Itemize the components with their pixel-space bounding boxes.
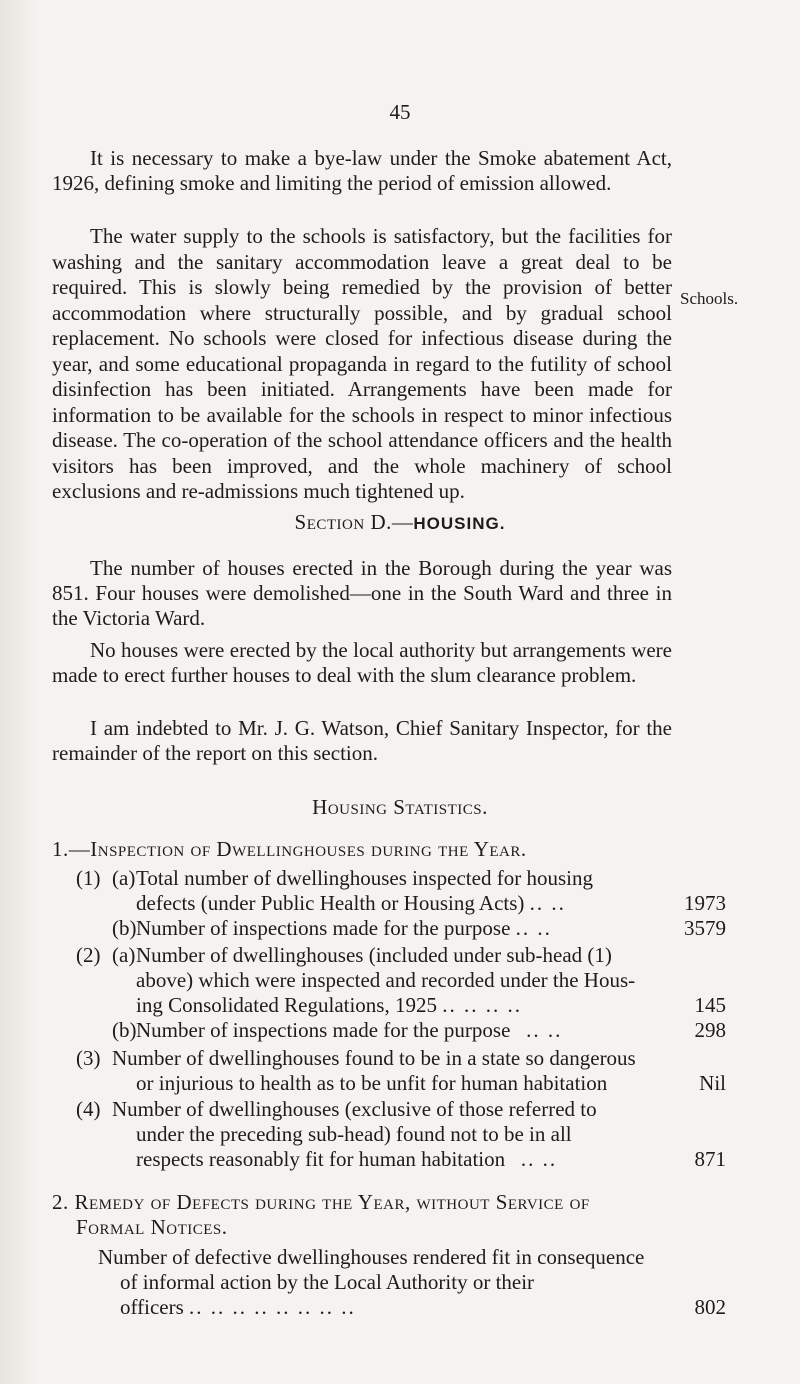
item-number: (3) [76, 1046, 101, 1070]
stat-item-1b [76, 916, 726, 941]
item-text: ing Consolidated Regulations, 1925 .. .. .. .. [136, 993, 522, 1018]
item-value: Nil [699, 1071, 726, 1095]
page-edge-shadow [0, 0, 38, 1384]
part2-heading-line1: 2. Remedy of Defects during the Year, without Service of [52, 1190, 590, 1214]
item-value: 145 [694, 993, 726, 1017]
item-letter: (b) [112, 1018, 137, 1042]
item-letter: (b) [112, 916, 137, 940]
item-number: (4) [76, 1097, 101, 1121]
statistics-heading: Housing Statistics. [312, 795, 488, 819]
item-text: Number of dwellinghouses (exclusive of those referred to [112, 1097, 597, 1121]
stat-item-1a [76, 866, 726, 916]
item-text: under the preceding sub-head) found not to be in all [136, 1122, 572, 1147]
item-value: 298 [694, 1018, 726, 1042]
item-value: 871 [694, 1147, 726, 1171]
paragraph-indebted: I am indebted to Mr. J. G. Watson, Chief Sanitary Inspector, for the remainder of the report on this section. [52, 716, 672, 766]
item-text: Number of dwellinghouses found to be in a state so dangerous [112, 1046, 636, 1070]
item-text: officers .. .. .. .. .. .. .. .. [120, 1295, 356, 1320]
item-text: Number of defective dwellinghouses rendered fit in consequence [98, 1245, 645, 1269]
paragraph-schools: The water supply to the schools is satisfactory, but the facilities for washing and the sanitary accommodation leave a great deal to be required. This is slowly being remedied by the provision of better accommodation where structurally possible, and by gradual school replacement. No schools were closed for infectious disease during the year, and some educational propaganda in regard to the futility of school disinfection has been initiated. Arrangements have been made for information to be available for the schools in respect to minor infectious disease. The co-operation of the school attendance officers and the health visitors has been improved, and the whole machinery of school exclusions and re-admissions much tightened up. [52, 224, 672, 503]
paragraph-smoke: It is necessary to make a bye-law under the Smoke abatement Act, 1926, defining smoke and limiting the period of emission allowed. [52, 146, 672, 196]
section-heading-prefix: Section D.— [294, 510, 414, 534]
item-value: 3579 [684, 916, 726, 940]
item-text: Number of dwellinghouses (included under sub-head (1) [136, 943, 612, 967]
item-value: 802 [694, 1295, 726, 1319]
item-text: respects reasonably fit for human habitation .. .. [136, 1147, 558, 1172]
item-text: above) which were inspected and recorded under the Hous- [136, 968, 636, 993]
item-text: of informal action by the Local Authority or their [120, 1270, 535, 1295]
item-text: Number of inspections made for the purpose .. .. [136, 916, 552, 940]
section-heading-title: HOUSING. [413, 514, 506, 533]
item-text: defects (under Public Health or Housing Acts) .. .. [136, 891, 566, 916]
item-letter: (a) [112, 943, 136, 967]
item-number: (2) [76, 943, 101, 967]
item-text: or injurious to health as to be unfit for human habitation [136, 1071, 608, 1096]
item-text: Number of inspections made for the purpose .. .. [136, 1018, 563, 1042]
paragraph-local-authority: No houses were erected by the local authority but arrangements were made to erect further houses to deal with the slum clearance problem. [52, 638, 672, 688]
item-value: 1973 [684, 891, 726, 915]
paragraph-houses: The number of houses erected in the Borough during the year was 851. Four houses were demolished—one in the South Ward and three in the Victoria Ward. [52, 556, 672, 631]
margin-note-schools: Schools. [680, 289, 739, 308]
stat-item-4 [76, 1097, 726, 1173]
stat-item-3 [76, 1046, 726, 1096]
stat-item-2b [76, 1018, 726, 1043]
part2-heading-line2: Formal Notices. [76, 1215, 228, 1239]
section-heading [0, 510, 800, 535]
stat-item-part2 [98, 1245, 726, 1321]
page-number: 45 [389, 100, 411, 124]
item-number: (1) [76, 866, 101, 890]
item-text: Total number of dwellinghouses inspected for housing [136, 866, 593, 890]
item-letter: (a) [112, 866, 136, 890]
part1-heading: 1.—Inspection of Dwellinghouses during the Year. [52, 837, 527, 861]
stat-item-2a [76, 943, 726, 1019]
